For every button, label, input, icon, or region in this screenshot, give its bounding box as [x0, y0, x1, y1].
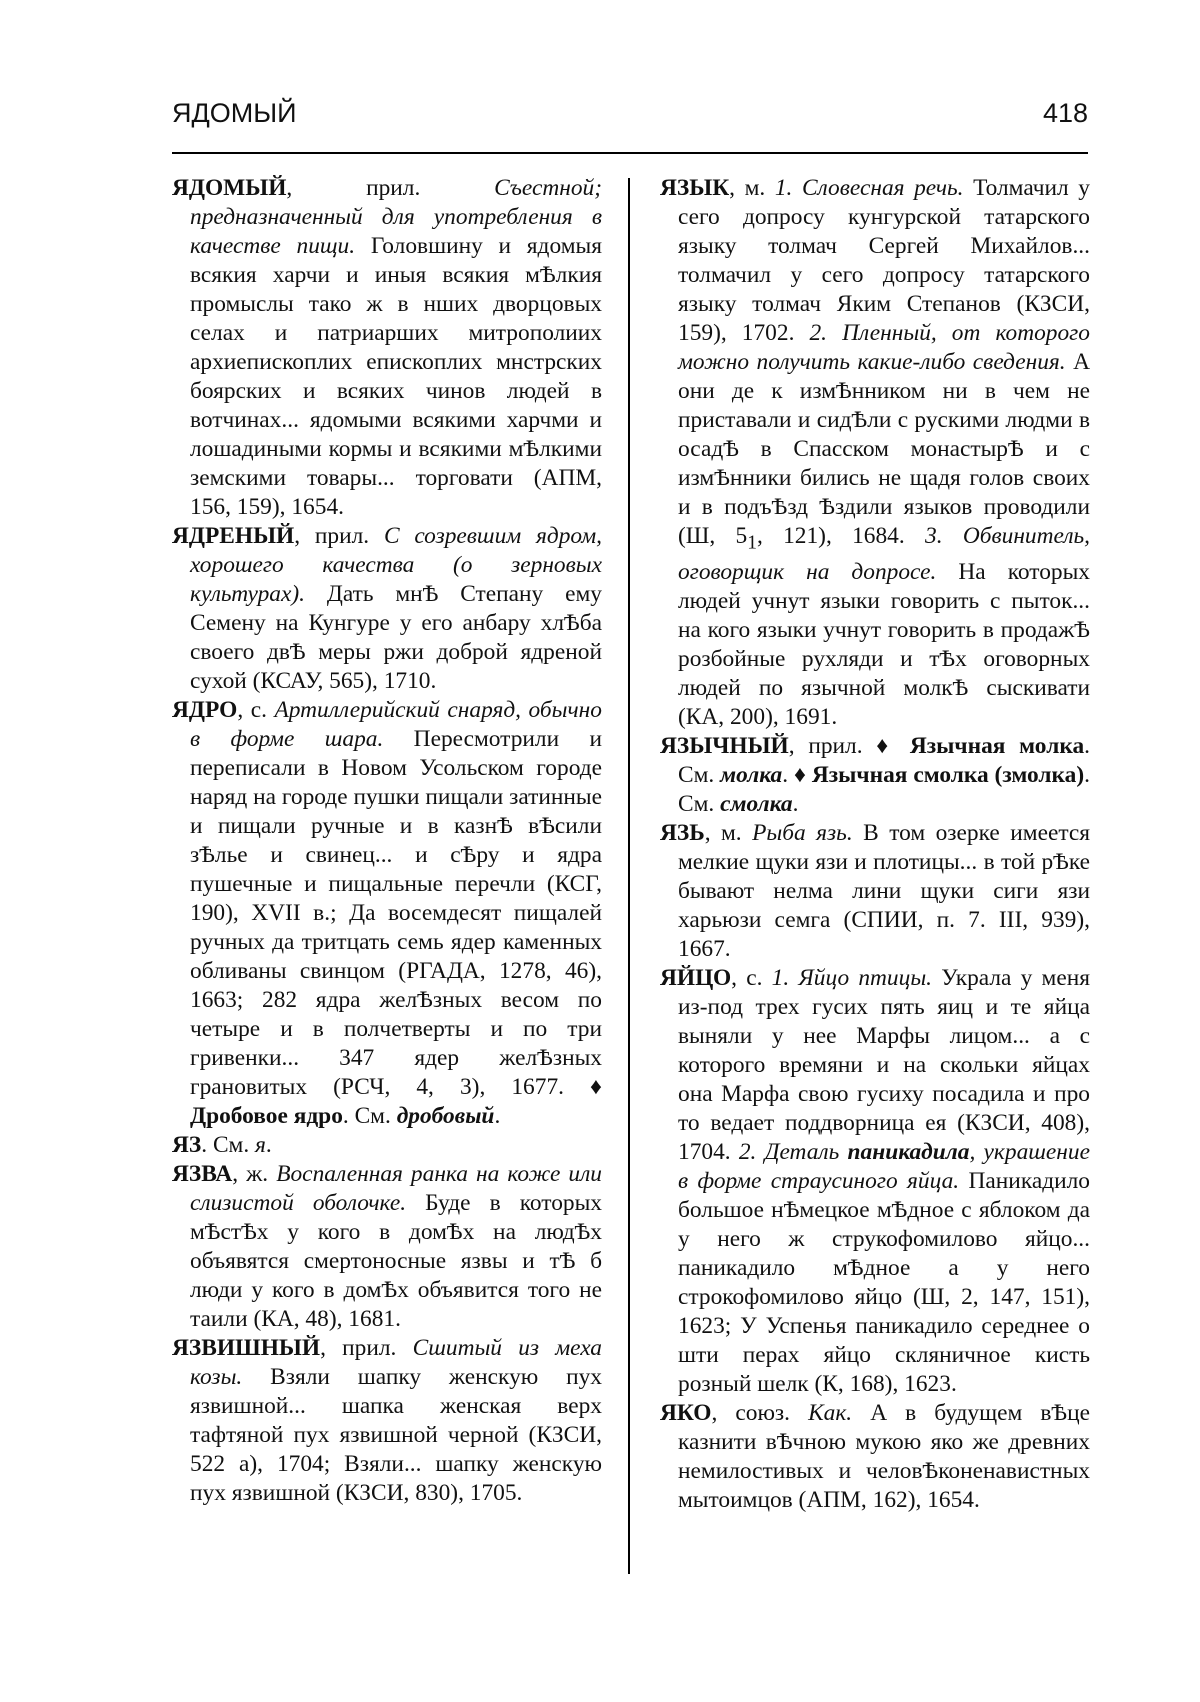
entry-yazva: ЯЗВА, ж. Воспаленная ранка на коже или слизистой оболочке. Буде в которых мѢстѢх у кого в домѢх на людѢх объявятся смертоносные язвы и тѢ б люди у кого в домѢх объявится того не таили (КА, 48), 1681.: [172, 1161, 602, 1332]
page-number: 418: [1042, 98, 1088, 128]
column-divider: [628, 178, 630, 1574]
entry-yadro: ЯДРО, с. Артиллерийский снаряд, обычно в форме шара. Пересмотрили и переписали в Новом Усольском городе наряд на городе пушки пищали затинные и пищали ручные и в казнѢ вѢсили зѢлье и свинец... и сѢру и ядра пушечные и пищальные перечли (КСГ, 190), XVII в.; Да восемдесят пищалей ручных да тритцать семь ядер каменных обливаны свинцом (РГАДА, 1278, 46), 1663; 282 ядра желѢзных весом по четыре и в полчетверты и по три гривенки... 347 ядер желѢзных грановитых (РСЧ, 4, 3), 1677. ♦ Дробовое ядро. См. дробовый.: [172, 697, 602, 1129]
entry-yazyk: ЯЗЫК, м. 1. Словесная речь. Толмачил у сего допросу кунгурской татарского языку толмач Сергей Михайлов... толмачил у сего допросу татарского языку толмач Яким Степанов (КЗСИ, 159), 1702. 2. Пленный, от которого можно получить какие-либо сведения. А они де к измѢнником ни в чем не приставали и сидѢли с рускими людми в осадѢ в Спасском монастырѢ и с измѢнники бились не щадя голов своих и в подъѢзд Ѣздили языков проводили (Ш, $5_1$, 121), 1684. 3. Обвинитель, оговорщик на допросе. На которых людей учнут языки говорить с пыток... на кого языки учнут говорить в продажѢ розбойные рухляди и тѢх оговорных людей по язычной молкѢ сыскивати (КА, 200), 1691.: [660, 175, 1091, 730]
entry-yadomyj: ЯДОМЫЙ, прил. Съестной; предназначенный для употребления в качестве пищи. Головшину и ядомыя всякия харчи и иныя всякия мѢлкия промыслы тако ж в нших дворцовых селах и патриарших митрополиих архиепископлих епископлих мнстрских боярских и всяких чинов людей в вотчинах... ядомыми всякими харчми и лошадиными кормы и всякими мѢлкими земскими товары... торговати (АПМ, 156, 159), 1654.: [172, 175, 602, 520]
entry-yazychnyj: ЯЗЫЧНЫЙ, прил. ♦ Язычная молка. См. молка. ♦ Язычная смолка (змолка). См. смолка.: [660, 732, 1090, 817]
entry-yazvishnyj: ЯЗВИШНЫЙ, прил. Сшитый из меха козы. Взяли шапку женскую пух язвишной... шапка женская верх тафтяной пух язвишной черной (КЗСИ, 522 а), 1704; Взяли... шапку женскую пух язвишной (КЗСИ, 830), 1705.: [172, 1335, 603, 1506]
entry-yajco: ЯЙЦО, с. 1. Яйцо птицы. Украла у меня из-под трех гусих пять яиц и те яйца выняли у нее Марфы лицом... а с которого времяни и на скольки яйцах она Марфа свою гусиху посадила и про то ведает поддворница ея (КЗСИ, 408), 1704. 2. Деталь паникадила, украшение в форме страусиного яйца. Паникадило большое нѢмецкое мѢдное с яблоком да у него ж струкофомилово яйцо... паникадило мѢдное а у него строкофомилово яйцо (Ш, 2, 147, 151), 1623; У Успенья паникадило середнее о шти перах яйцо скляничное кисть розный шелк (К, 168), 1623.: [660, 964, 1090, 1397]
entry-yaz-fish: ЯЗЬ, м. Рыба язь. В том озерке имеется мелкие щуки язи и плотицы... в той рѢке бывают нелма лини щуки сиги язи харьюзи семга (СПИИ, п. 7. III, 939), 1667.: [660, 819, 1090, 962]
left-column: [172, 174, 602, 1508]
running-head: [172, 98, 1088, 138]
entry-yadrenyj: ЯДРЕНЫЙ, прил. С созревшим ядром, хорошего качества (о зерновых культурах). Дать мнѢ Степану ему Семену на Кунгуре у его анбару хлѢба своего двѢ меры ржи доброй ядреной сухой (КСАУ, 565), 1710.: [172, 523, 602, 694]
running-headword: ЯДОМЫЙ: [172, 98, 297, 128]
header-rule: [172, 152, 1088, 154]
entry-yako: ЯКО, союз. Как. А в будущем вѢце казнити вѢчною мукою яко же древних немилостивых и человѢконенавистных мытоимцов (АПМ, 162), 1654.: [660, 1399, 1090, 1513]
entry-yaz: ЯЗ. См. я.: [172, 1132, 272, 1158]
right-column: [660, 174, 1090, 1515]
